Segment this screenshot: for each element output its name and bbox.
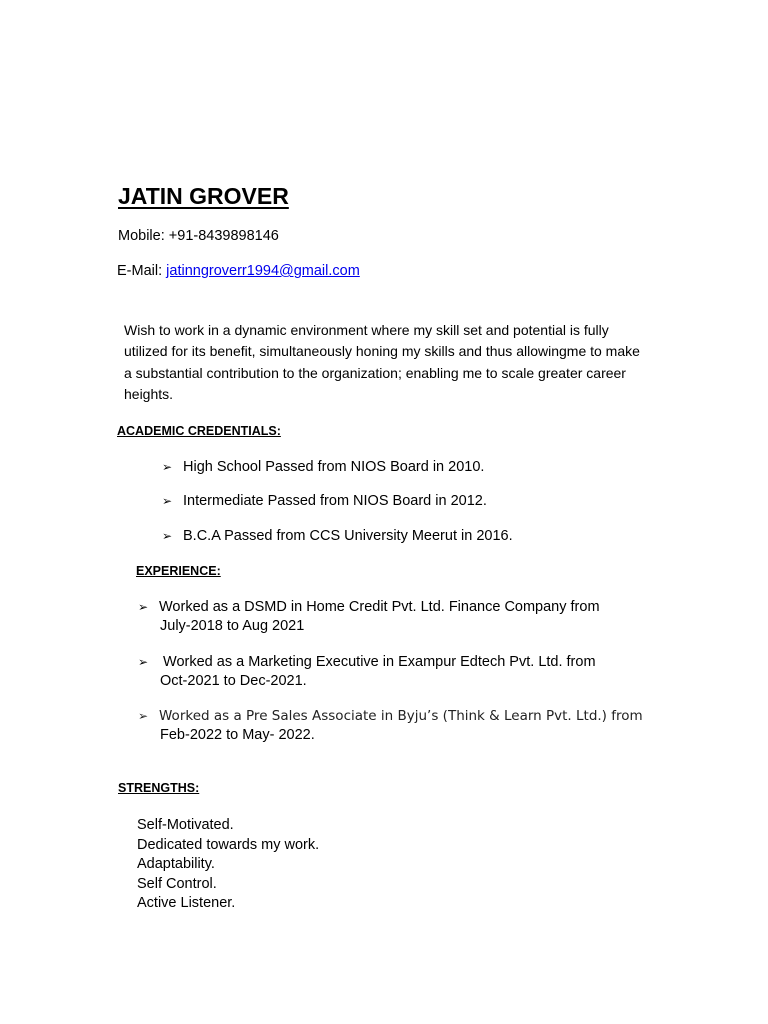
arrowhead-bullet-icon: ➢ [138, 709, 149, 723]
arrowhead-bullet-icon: ➢ [162, 460, 173, 474]
experience-item-line1: Worked as a Pre Sales Associate in Byju’s (Think & Learn Pvt. Ltd.) from [159, 708, 643, 724]
email-link[interactable]: jatinngroverr1994@gmail.com [166, 263, 360, 279]
experience-item-line1: Worked as a Marketing Executive in Exampur Edtech Pvt. Ltd. from [159, 654, 596, 670]
academic-item [162, 493, 487, 509]
arrowhead-bullet-icon: ➢ [162, 494, 173, 508]
strength-item: Self-Motivated. [137, 817, 234, 833]
career-objective: Wish to work in a dynamic environment where my skill set and potential is fully utilized for its benefit, simultaneously honing my skills and thus allowingme to make a substantial contribution to the organization; enabling me to scale greater career heights. [124, 322, 640, 402]
academic-item [162, 528, 513, 544]
mobile-line [118, 228, 279, 244]
experience-item-line1: Worked as a DSMD in Home Credit Pvt. Ltd. Finance Company from [159, 599, 600, 615]
arrowhead-bullet-icon: ➢ [138, 600, 149, 614]
strengths-list [137, 816, 319, 914]
academic-item [162, 459, 484, 475]
experience-item-line2: Oct-2021 to Dec-2021. [160, 672, 307, 689]
experience-item [138, 598, 600, 635]
experience-item [138, 653, 596, 690]
academic-item-text: Intermediate Passed from NIOS Board in 2012. [183, 493, 487, 509]
experience-heading: EXPERIENCE: [136, 564, 221, 578]
experience-item-line2: July-2018 to Aug 2021 [160, 617, 305, 634]
candidate-name: JATIN GROVER [118, 183, 289, 209]
experience-item-line2: Feb-2022 to May- 2022. [160, 726, 315, 743]
academic-item-text: B.C.A Passed from CCS University Meerut in 2016. [183, 528, 513, 544]
email-label: E-Mail: [117, 263, 167, 279]
strength-item: Active Listener. [137, 895, 236, 912]
experience-item [138, 707, 643, 744]
academic-heading: ACADEMIC CREDENTIALS: [117, 424, 281, 438]
academic-item-text: High School Passed from NIOS Board in 2010. [183, 459, 485, 475]
arrowhead-bullet-icon: ➢ [162, 529, 173, 543]
strength-item: Adaptability. [137, 856, 215, 873]
mobile-number: +91-8439898146 [168, 228, 279, 244]
arrowhead-bullet-icon: ➢ [138, 655, 149, 669]
strength-item: Self Control. [137, 875, 217, 892]
mobile-label: Mobile: [118, 228, 169, 244]
strengths-heading: STRENGTHS: [118, 781, 200, 795]
strength-item: Dedicated towards my work. [137, 836, 320, 853]
email-line [117, 263, 360, 279]
